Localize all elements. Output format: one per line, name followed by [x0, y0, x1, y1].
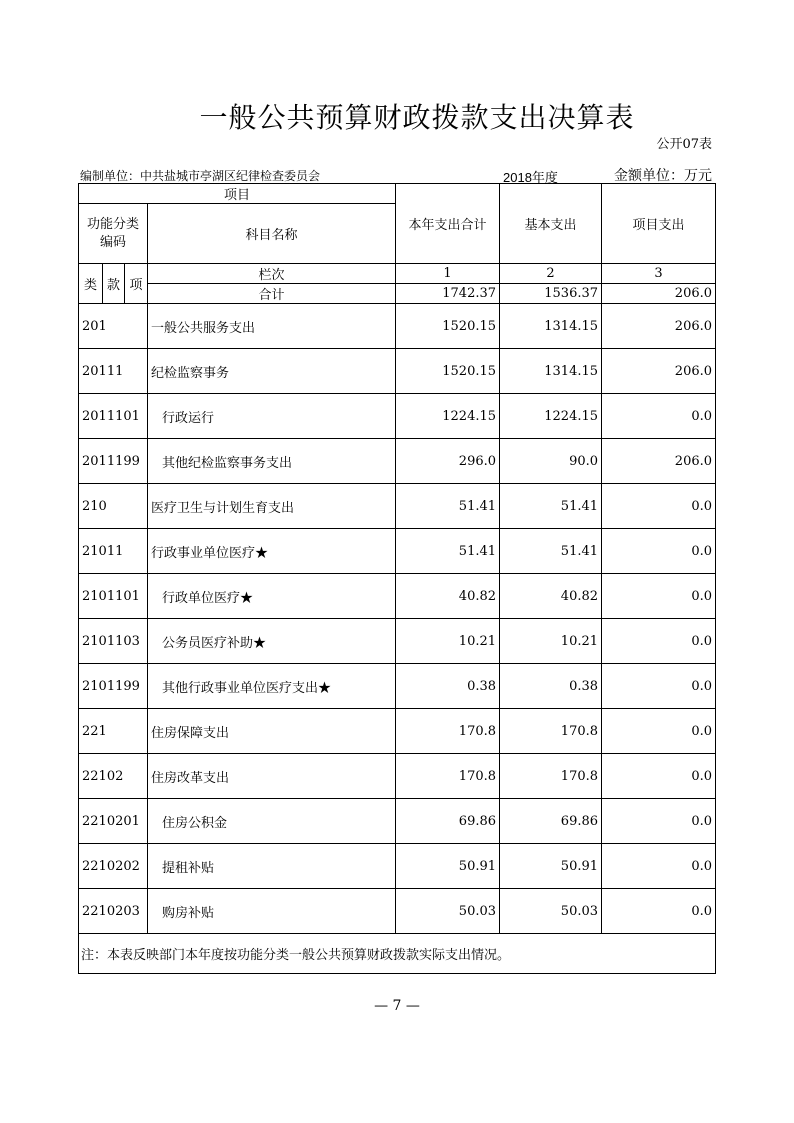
row-total: 1520.15 [396, 349, 500, 394]
table-row [79, 844, 716, 889]
form-number: 公开07表 [656, 137, 712, 152]
table-row [79, 799, 716, 844]
row-project: 0.0 [602, 574, 716, 619]
row-subject-name: 住房改革支出 [148, 754, 396, 799]
row-project: 206.0 [602, 349, 716, 394]
table-row [79, 529, 716, 574]
row-code: 2210203 [79, 889, 148, 934]
row-subject-name: 一般公共服务支出 [148, 304, 396, 349]
row-project: 0.0 [602, 394, 716, 439]
row-code: 2101103 [79, 619, 148, 664]
header-lei: 类 [79, 264, 103, 304]
row-project: 0.0 [602, 889, 716, 934]
row-total: 1224.15 [396, 394, 500, 439]
row-subject-name: 纪检监察事务 [148, 349, 396, 394]
row-code: 22102 [79, 754, 148, 799]
row-basic: 51.41 [500, 484, 602, 529]
row-subject-name: 其他行政事业单位医疗支出★ [148, 664, 396, 709]
page-title: 一般公共预算财政拨款支出决算表 [199, 101, 635, 134]
row-total: 296.0 [396, 439, 500, 484]
row-project: 0.0 [602, 709, 716, 754]
row-total: 69.86 [396, 799, 500, 844]
row-basic: 40.82 [500, 574, 602, 619]
row-total: 1520.15 [396, 304, 500, 349]
table-row [79, 889, 716, 934]
row-basic: 50.03 [500, 889, 602, 934]
table-note: 注：本表反映部门本年度按功能分类一般公共预算财政拨款实际支出情况。 [79, 934, 716, 974]
row-code: 201 [79, 304, 148, 349]
row-basic: 170.8 [500, 709, 602, 754]
header-kuan: 款 [103, 264, 125, 304]
row-subject-name: 医疗卫生与计划生育支出 [148, 484, 396, 529]
table-row [79, 394, 716, 439]
row-project: 0.0 [602, 529, 716, 574]
row-total: 170.8 [396, 754, 500, 799]
table-row [79, 664, 716, 709]
row-basic: 170.8 [500, 754, 602, 799]
header-func-code: 功能分类 编码 [79, 204, 148, 264]
sum-label: 合计 [148, 284, 396, 304]
sum-total: 1742.37 [396, 284, 500, 304]
row-project: 0.0 [602, 844, 716, 889]
row-total: 50.91 [396, 844, 500, 889]
row-subject-name: 行政事业单位医疗★ [148, 529, 396, 574]
row-total: 10.21 [396, 619, 500, 664]
row-subject-name: 提租补贴 [148, 844, 396, 889]
header-col-1: 1 [396, 264, 500, 284]
table-row [79, 754, 716, 799]
row-project: 0.0 [602, 664, 716, 709]
row-project: 206.0 [602, 439, 716, 484]
budget-table [78, 183, 716, 974]
row-basic: 50.91 [500, 844, 602, 889]
row-project: 0.0 [602, 619, 716, 664]
header-xiang: 项 [125, 264, 148, 304]
row-total: 51.41 [396, 484, 500, 529]
row-project: 0.0 [602, 484, 716, 529]
table-row [79, 304, 716, 349]
row-basic: 0.38 [500, 664, 602, 709]
row-total: 50.03 [396, 889, 500, 934]
row-total: 40.82 [396, 574, 500, 619]
sum-basic: 1536.37 [500, 284, 602, 304]
row-code: 2011199 [79, 439, 148, 484]
header-project: 项目 [79, 184, 396, 204]
money-unit: 金额单位：万元 [614, 168, 712, 184]
header-col-3: 3 [602, 264, 716, 284]
row-code: 20111 [79, 349, 148, 394]
row-code: 2011101 [79, 394, 148, 439]
row-subject-name: 购房补贴 [148, 889, 396, 934]
row-project: 206.0 [602, 304, 716, 349]
row-basic: 1224.15 [500, 394, 602, 439]
header-col-2: 2 [500, 264, 602, 284]
header-total: 本年支出合计 [396, 184, 500, 264]
row-code: 2101199 [79, 664, 148, 709]
row-project: 0.0 [602, 754, 716, 799]
header-basic: 基本支出 [500, 184, 602, 264]
row-total: 170.8 [396, 709, 500, 754]
row-subject-name: 住房保障支出 [148, 709, 396, 754]
row-basic: 1314.15 [500, 304, 602, 349]
header-lanci: 栏次 [148, 264, 396, 284]
table-row [79, 439, 716, 484]
row-subject-name: 行政运行 [148, 394, 396, 439]
header-project-expense: 项目支出 [602, 184, 716, 264]
header-subject-name: 科目名称 [148, 204, 396, 264]
row-subject-name: 行政单位医疗★ [148, 574, 396, 619]
table-row [79, 484, 716, 529]
compiling-unit: 编制单位：中共盐城市亭湖区纪律检查委员会 [80, 169, 321, 183]
table-row [79, 574, 716, 619]
row-subject-name: 其他纪检监察事务支出 [148, 439, 396, 484]
row-basic: 51.41 [500, 529, 602, 574]
row-total: 0.38 [396, 664, 500, 709]
row-basic: 10.21 [500, 619, 602, 664]
row-project: 0.0 [602, 799, 716, 844]
row-basic: 69.86 [500, 799, 602, 844]
row-total: 51.41 [396, 529, 500, 574]
row-code: 2210202 [79, 844, 148, 889]
table-row [79, 349, 716, 394]
table-row [79, 619, 716, 664]
row-code: 221 [79, 709, 148, 754]
row-code: 210 [79, 484, 148, 529]
row-subject-name: 住房公积金 [148, 799, 396, 844]
row-basic: 1314.15 [500, 349, 602, 394]
sum-project: 206.0 [602, 284, 716, 304]
fiscal-year: 2018年度 [503, 170, 558, 185]
row-subject-name: 公务员医疗补助★ [148, 619, 396, 664]
row-code: 2210201 [79, 799, 148, 844]
row-code: 2101101 [79, 574, 148, 619]
row-basic: 90.0 [500, 439, 602, 484]
table-row [79, 709, 716, 754]
row-code: 21011 [79, 529, 148, 574]
page-number: — 7 — [374, 998, 420, 1014]
